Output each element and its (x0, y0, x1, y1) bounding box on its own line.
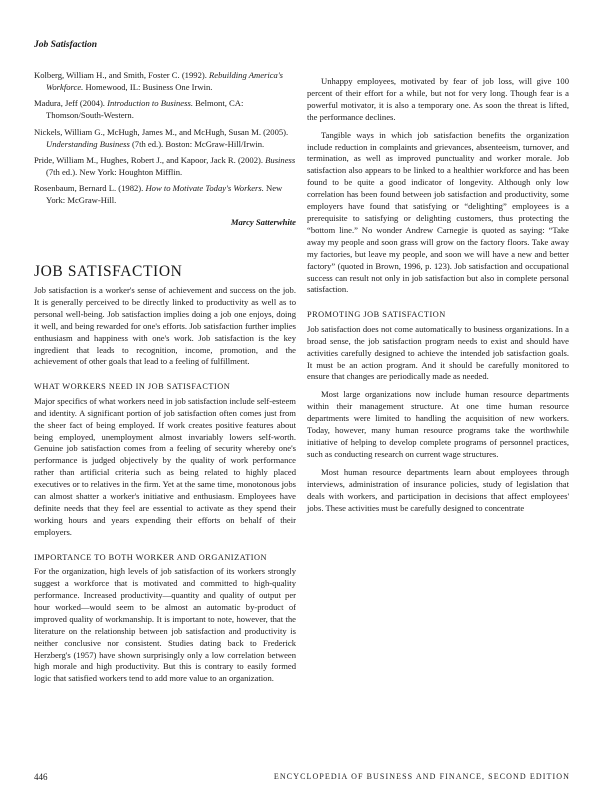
intro-paragraph: Job satisfaction is a worker's sense of achievement and success on the job. It is generally perceived to be directly linked to productivity as well as to personal well-being. Job satisfaction implies doing a job one enjoys, doing it well, and being rewarded for one's efforts. Job satisfaction further implies enthusiasm and happiness with one's work. Job satisfaction is the key ingredient that leads to recognition, income, promotion, and the achievement of other goals that lead to a feeling of fulfillment. (34, 284, 296, 367)
book-title: ENCYCLOPEDIA OF BUSINESS AND FINANCE, SECOND EDITION (273, 772, 570, 781)
reference-item: Pride, William M., Hughes, Robert J., and Kapoor, Jack R. (2002). Business (7th ed.). New York: Houghton Mifflin. (34, 154, 296, 177)
section-paragraph: Tangible ways in which job satisfaction benefits the organization include reduction in complaints and grievances, absenteeism, turnover, and termination, as well as improved punctuality and worker morale. Job satisfaction also appears to be linked to a healthier workforce and has been found to be quite a good indicator of longevity. Although only low correlation has been found between job satisfaction and productivity, some employers have found that satisfying or “delighting” employees is a prerequisite to satisfying or delighting customers, thus protecting the “bottom line.” No wonder Andrew Carnegie is quoted as saying: “Take away my people and soon grass will grow on the factory floors. Take away my factories, but leave my people, and soon we will have a new and better factory” (quoted in Brown, 1996, p. 123). Job satisfaction and occupational success can result not only in job satisfaction but also in complete personal satisfaction. (307, 129, 569, 295)
previous-article-author: Marcy Satterwhite (230, 217, 296, 228)
page-number: 446 (34, 772, 48, 782)
section-heading-importance: IMPORTANCE TO BOTH WORKER AND ORGANIZATION (34, 552, 268, 562)
running-head: Job Satisfaction (34, 40, 98, 50)
section-paragraph: Most human resource departments learn about employees through interviews, administration of insurance policies, study of legislation that deals with workers, and participation in decisions that affect employees' jobs. These activities must be carefully designed to concentrate (307, 466, 569, 513)
reference-item: Madura, Jeff (2004). Introduction to Business. Belmont, CA: Thomson/South-Western. (34, 98, 244, 121)
article-title: JOB SATISFACTION (34, 262, 183, 280)
section-paragraph: Most large organizations now include human resource departments within their management structure. At one time human resource departments were limited to handling the acquisition of new workers. Today, however, many human resource programs take the worthwhile initiative of helping to develop complete programs of personnel practices, such as conducting research on current wage structures. (307, 389, 569, 459)
reference-item: Rosenbaum, Bernard L. (1982). How to Motivate Today's Workers. New York: McGraw-Hill. (34, 183, 283, 206)
section-heading-promoting: PROMOTING JOB SATISFACTION (307, 310, 446, 320)
left-column (34, 70, 296, 685)
section-paragraph: Unhappy employees, motivated by fear of job loss, will give 100 percent of their effort for a while, but not for very long. Though fear is a powerful motivator, it is also a temporary one. As soon the threat is lifted, the performance declines. (307, 76, 569, 122)
section-paragraph: Major specifics of what workers need in job satisfaction include self-esteem and identity. A significant portion of job satisfaction often comes just from the sheer fact of being employed. If work creates positive features about being employed, unemployment almost invariably lowers self-worth. Genuine job satisfaction comes from a feeling of security whereby one's performance is judged objectively by the quality of work performance rather than artificial criteria such as being related to highly placed executives or to relatives in the firm. Yet at the same time, monotonous jobs can almost shatter a worker's initiative and enthusiasm. Employees have definite needs that they feel are essential to activate as they spend their working hours and years expending their efforts on behalf of their employers. (34, 395, 296, 537)
reference-list (34, 70, 296, 207)
reference-item: Nickels, William G., McHugh, James M., and McHugh, Susan M. (2005). Understanding Business (7th ed.). Boston: McGraw-Hill/Irwin. (34, 126, 289, 149)
reference-item: Kolberg, William H., and Smith, Foster C. (1992). Rebuilding America's Workforce. Homewood, IL: Business One Irwin. (34, 70, 284, 92)
page-footer (34, 772, 570, 782)
section-heading-what-workers-need: WHAT WORKERS NEED IN JOB SATISFACTION (34, 382, 231, 392)
section-paragraph: Job satisfaction does not come automatically to business organizations. In a broad sense, the job satisfaction program needs to exist and should have activities carefully designed to achieve the intended job satisfaction goals. It must be an action program. And it should be carefully monitored to ensure that changes are periodically made as needed. (307, 323, 569, 382)
right-column (307, 70, 569, 514)
section-paragraph: For the organization, high levels of job satisfaction of its workers strongly suggest a workforce that is motivated and committed to high-quality performance. Increased productivity—quantity and quality of output per hour worked—would seem to be almost an automatic by-product of improved quality of workmanship. It is important to note, however, that the literature on the relationship between job satisfaction and productivity is neither conclusive nor consistent. Studies dating back to Frederick Herzberg's (1957) have shown surprisingly only a low correlation between high morale and high productivity. But this is contrary to easily formed logic that satisfied workers tend to add more value to an organization. (34, 566, 296, 684)
